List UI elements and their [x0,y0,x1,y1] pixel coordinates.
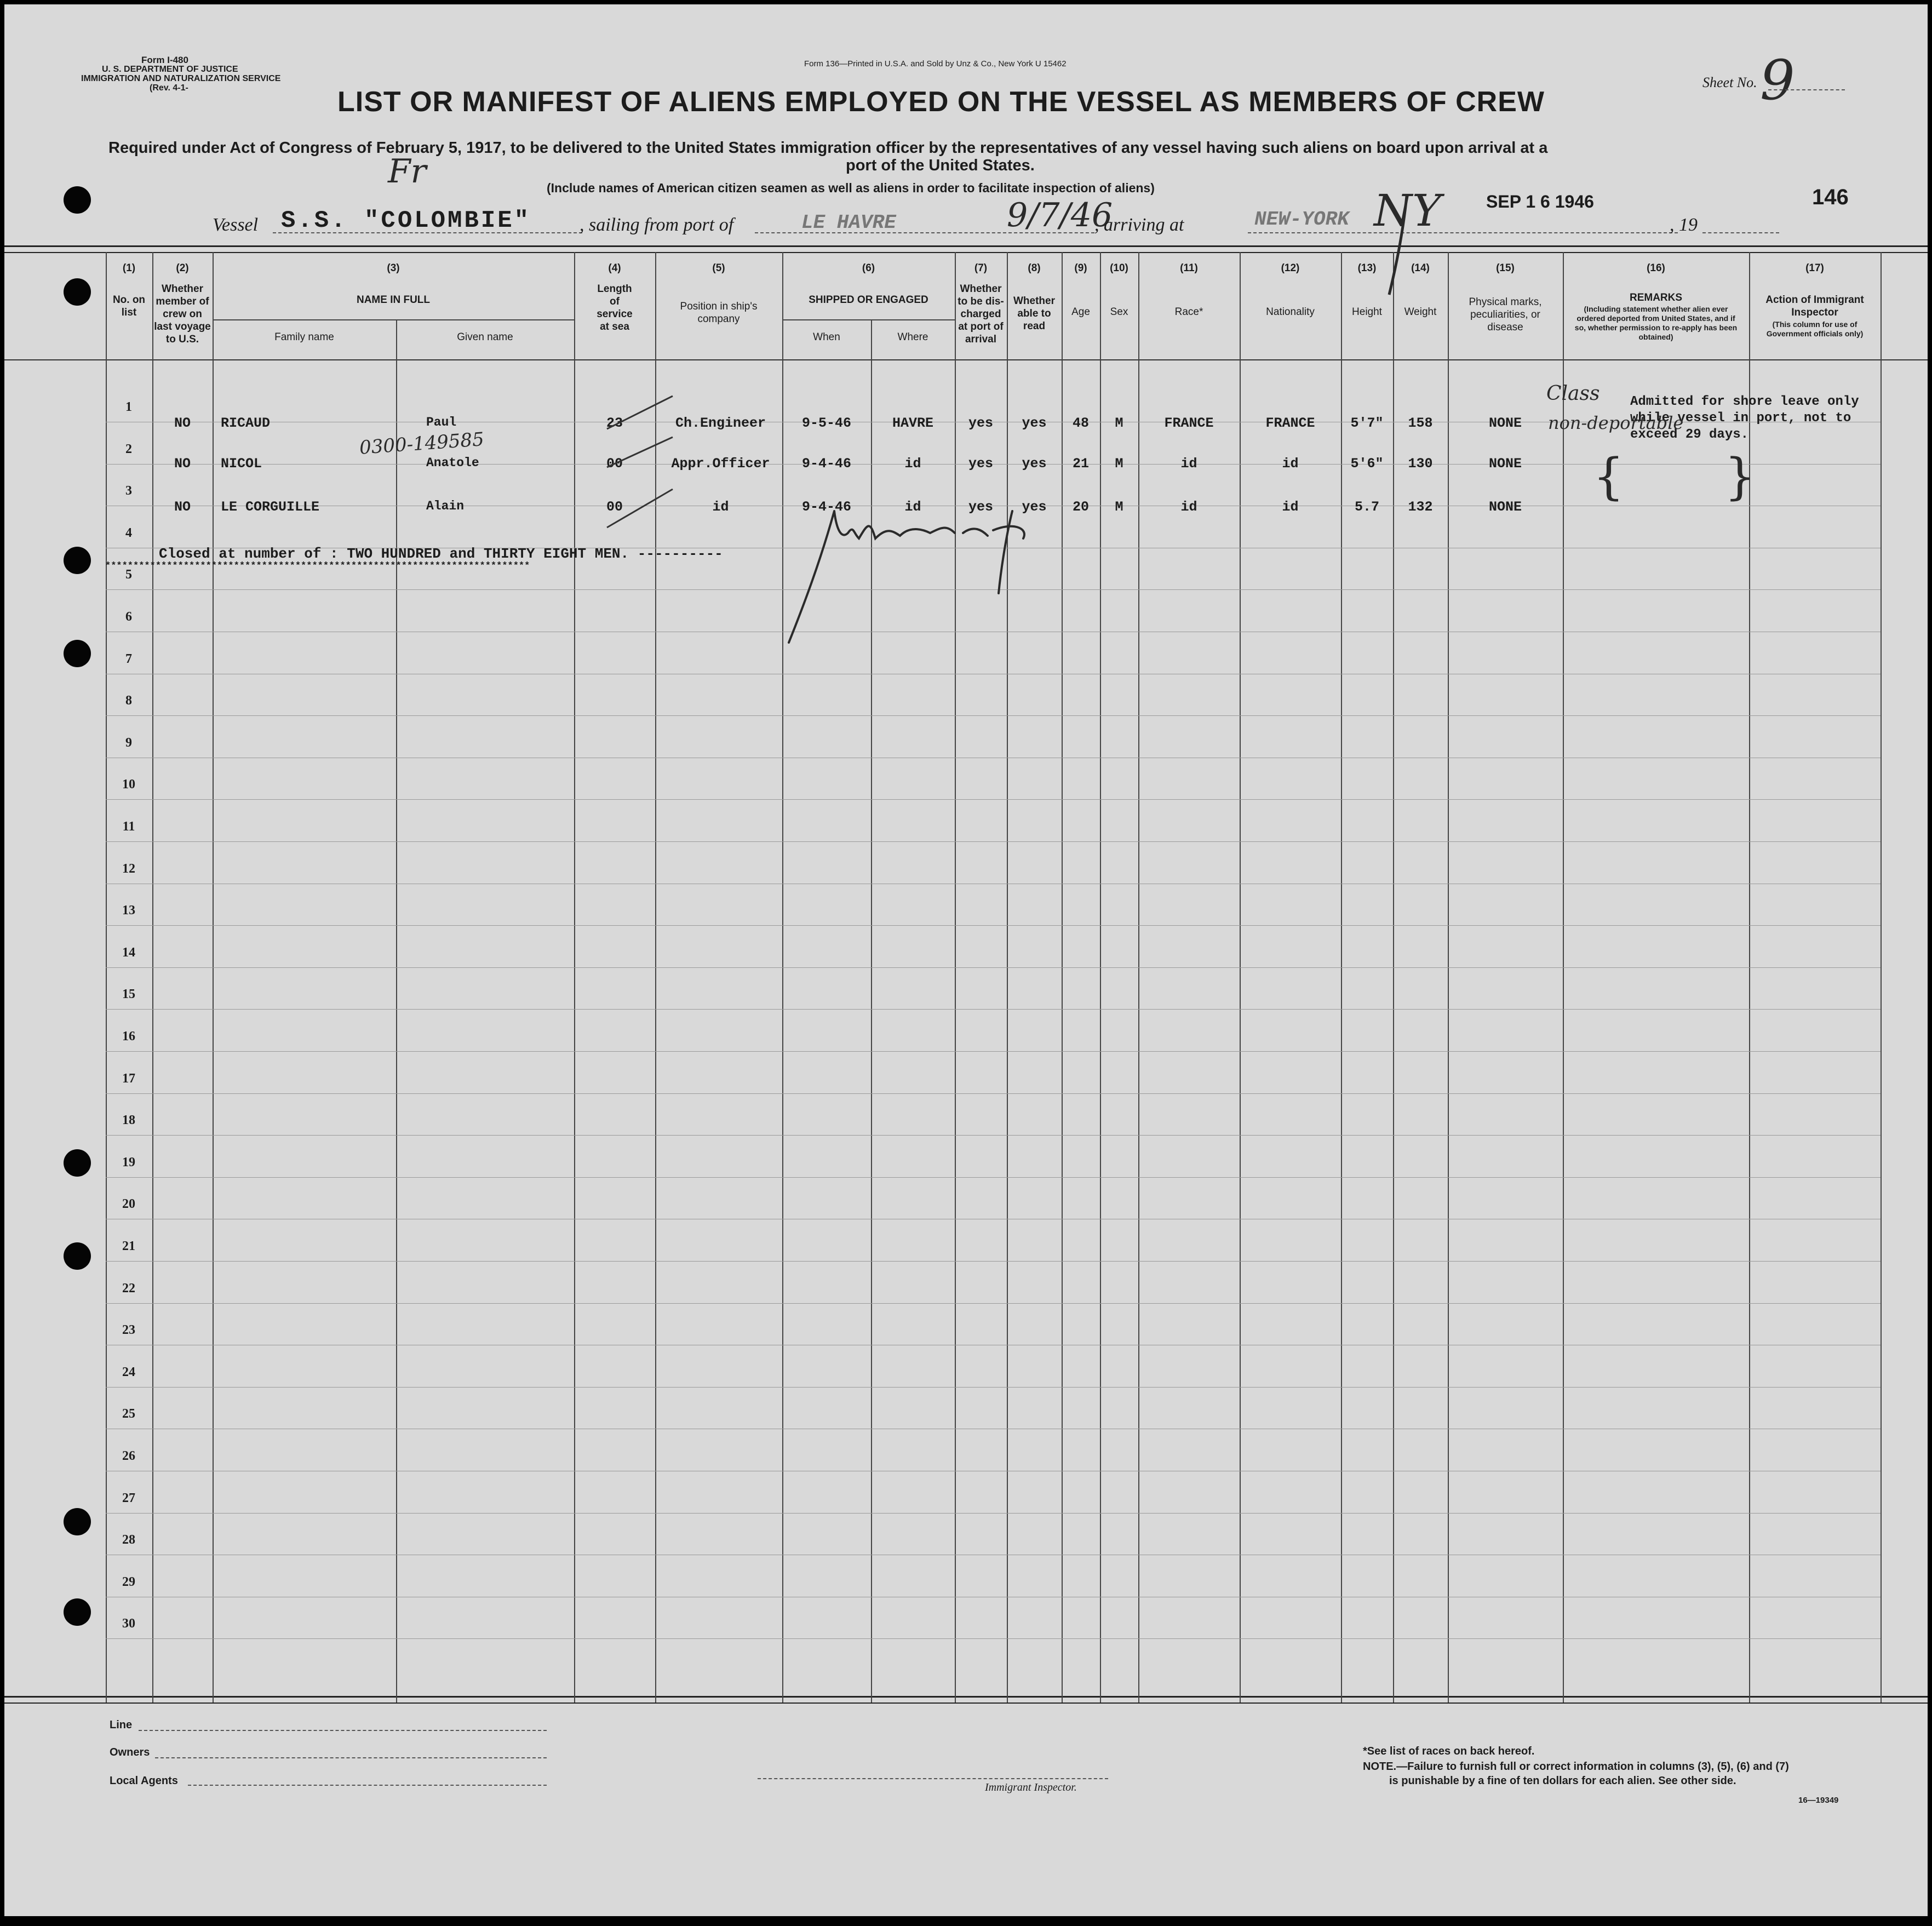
signature [782,500,1067,648]
cell-nationality: id [1282,456,1299,472]
binder-hole [64,186,91,214]
row-rule [106,841,1881,842]
cell-read: yes [1022,499,1047,515]
cell-height: 5.7 [1354,499,1379,515]
col-8-label: Whether able to read [1013,295,1055,332]
col-16-label: REMARKS [1629,292,1683,303]
col-1-num: (1) [122,262,136,274]
col-line [1881,252,1882,1703]
footer-agents-field[interactable] [188,1785,547,1786]
row-rule [106,1009,1881,1010]
col-5-label: Position in ship's company [680,301,758,325]
handwritten-fr: Fr [388,152,427,191]
row-number: 12 [122,861,135,876]
cell-age: 21 [1072,456,1089,472]
cell-service: 00 [606,499,623,515]
row-number: 8 [125,693,132,708]
row-rule [106,1387,1881,1388]
col-2-num: (2) [176,262,189,274]
row-number: 22 [122,1281,135,1296]
cell-read: yes [1022,456,1047,472]
cell-position: id [712,499,729,515]
cell-height: 5'6" [1350,456,1384,472]
row-number: 14 [122,945,135,960]
cell-last-voyage: NO [174,499,191,515]
cell-sex: M [1115,456,1123,472]
row-number: 4 [125,525,132,540]
year-underline [1702,232,1779,233]
footer-owners-field[interactable] [155,1757,547,1758]
row-number: 11 [122,819,135,834]
inspector-signature-field[interactable] [758,1778,1108,1779]
cell-weight: 132 [1408,499,1433,515]
cell-marks: NONE [1488,415,1522,431]
required-line-2: port of the United States. [846,157,1035,174]
col-13-label: Height [1352,306,1382,318]
cell-sex: M [1115,499,1123,515]
row-number: 29 [122,1574,135,1589]
row-number: 9 [125,735,132,750]
cell-age: 20 [1072,499,1089,515]
row-rule [106,1135,1881,1136]
service-strike-marks [596,391,678,538]
cell-service: 23 [606,415,623,431]
row-rule [106,1177,1881,1178]
col-16-note: (Including statement whether alien ever ordered deported from United States, and if so, whether permission to re-apply has been obtained) [1574,305,1738,341]
form-number: Form I-480 [141,55,188,65]
row-number: 15 [122,987,135,1002]
cell-marks: NONE [1488,456,1522,472]
table-top-border-2 [4,252,1928,253]
remark-brace-left: { [1593,448,1625,506]
col-14-label: Weight [1404,306,1437,318]
binder-hole [64,1598,91,1626]
col-11-num: (11) [1180,262,1198,274]
col-14-num: (14) [1411,262,1430,274]
cell-age: 48 [1072,415,1089,431]
row-rule [106,715,1881,716]
col-9-label: Age [1071,306,1090,318]
binder-hole [64,278,91,306]
row-number: 20 [122,1197,135,1212]
footer-line-label: Line [110,1719,133,1731]
col-9-num: (9) [1074,262,1087,274]
department: U. S. DEPARTMENT OF JUSTICE [102,65,238,74]
col-12-num: (12) [1281,262,1300,274]
cell-family: RICAUD [221,415,271,431]
binder-hole [64,547,91,574]
table-top-border [4,245,1928,247]
col-17-num: (17) [1805,262,1824,274]
col-17-label: Action of Immigrant Inspector [1765,294,1864,318]
cell-where: id [904,456,921,472]
row-number: 18 [122,1113,135,1128]
row-number: 27 [122,1491,135,1505]
binder-hole [64,1508,91,1535]
page-number: 146 [1812,185,1849,209]
sheet-label: Sheet No. [1702,74,1757,90]
asterisk-line: **************************************************************************** [105,561,530,571]
row-number: 21 [122,1239,135,1253]
col-6-where: Where [897,331,928,343]
cell-given: Paul [426,415,457,429]
name-subheader-line [213,319,574,320]
vessel-label: Vessel [213,215,259,235]
footer-owners-label: Owners [110,1746,150,1758]
row-rule [106,799,1881,800]
col-line [106,252,107,1703]
cell-sex: M [1115,415,1123,431]
row-rule [106,967,1881,968]
closed-statement: Closed at number of : TWO HUNDRED and THIRTY EIGHT MEN. ---------- [159,546,723,562]
cell-where: HAVRE [892,415,933,431]
cell-last-voyage: NO [174,456,191,472]
row-number: 13 [122,903,135,918]
col-6-num: (6) [862,262,875,274]
remark-handwritten-1: Class [1546,382,1600,405]
vessel-name: S.S. "COLOMBIE" [281,207,531,234]
row-number: 6 [125,610,132,624]
races-note: *See list of races on back hereof. [1363,1745,1535,1757]
col-3-num: (3) [387,262,400,274]
remark-typed-3: exceed 29 days. [1630,427,1749,442]
cell-when: 9-4-46 [801,499,851,515]
col-16-num: (16) [1647,262,1665,274]
row-number: 5 [125,568,132,582]
col-6-label: SHIPPED OR ENGAGED [809,294,928,306]
row-rule [106,1051,1881,1052]
row-number: 16 [122,1029,135,1044]
include-note: (Include names of American citizen seamen as well as aliens in order to facilitate inspection of aliens) [547,181,1155,195]
col-3-family: Family name [274,331,334,343]
port-underline [755,232,1094,233]
remark-handwritten-2: non-deportable [1548,412,1684,433]
cell-nationality: id [1282,499,1299,515]
shipped-subheader-line [782,319,955,320]
col-1-label: No. on list [112,294,146,318]
row-number: 28 [122,1533,135,1547]
binder-hole [64,1242,91,1270]
penalty-note-1: NOTE.—Failure to furnish full or correct information in columns (3), (5), (6) and (7) [1363,1761,1789,1773]
row-number: 19 [122,1155,135,1170]
cell-when: 9-5-46 [801,415,851,431]
cell-height: 5'7" [1350,415,1384,431]
cell-position: Appr.Officer [671,456,770,472]
col-15-label: Physical marks, peculiarities, or disease [1469,296,1542,333]
cell-family: NICOL [221,456,262,472]
binder-hole [64,640,91,667]
date-stamp: SEP 1 6 1946 [1486,192,1594,211]
row-rule [106,1513,1881,1514]
arrival-underline [1248,232,1678,233]
col-3-given: Given name [457,331,513,343]
cell-marks: NONE [1488,499,1522,515]
sailing-date: 9/7/46 [1007,196,1113,234]
row-number: 23 [122,1323,135,1338]
row-number: 30 [122,1617,135,1631]
cell-family: LE CORGUILLE [221,499,320,515]
inspector-label: Immigrant Inspector. [985,1781,1077,1793]
row-number: 17 [122,1071,135,1086]
row-rule [106,1638,1881,1639]
col-3-label: NAME IN FULL [356,294,431,306]
col-6-when: When [813,331,840,343]
cell-read: yes [1022,415,1047,431]
cell-position: Ch.Engineer [675,415,766,431]
cell-race: id [1180,499,1197,515]
col-line [213,252,214,1703]
col-15-num: (15) [1496,262,1515,274]
table-bottom-border [4,1696,1928,1698]
remark-typed-2: while vessel in port, not to [1630,411,1851,426]
col-8-num: (8) [1028,262,1041,274]
row-number: 3 [125,484,132,498]
penalty-note-2: is punishable by a fine of ten dollars for each alien. See other side. [1389,1775,1736,1787]
cell-race: id [1180,456,1197,472]
cell-discharged: yes [968,415,993,431]
row-rule [106,1093,1881,1094]
arrival-port-handwritten: NY [1374,185,1441,236]
col-12-label: Nationality [1266,306,1315,318]
required-line-1: Required under Act of Congress of February 5, 1917, to be delivered to the United States immigration officer by the representatives of any vessel having such aliens on board upon arrival at a [108,139,1548,157]
row-number: 10 [122,777,135,792]
handwritten-number: 0300-149585 [358,428,485,459]
revision: (Rev. 4-1- [150,83,188,93]
cell-discharged: yes [968,499,993,515]
col-13-num: (13) [1357,262,1377,274]
arrival-port: NEW-YORK [1254,208,1349,231]
cell-last-voyage: NO [174,415,191,431]
manifest-sheet [4,4,1928,1916]
binder-hole [64,1149,91,1177]
header-bottom-border [4,359,1928,360]
col-7-label: Whether to be dis-charged at port of arrival [958,283,1004,345]
row-number: 2 [125,442,132,456]
arriving-label: , arriving at [1094,215,1184,235]
cell-race: FRANCE [1164,415,1214,431]
col-17-note: (This column for use of Government officials only) [1766,320,1864,338]
footer-line-field[interactable] [139,1730,547,1731]
cell-given: Alain [426,499,465,513]
cell-service: 00 [606,456,623,472]
row-number: 1 [125,400,132,414]
col-10-num: (10) [1110,262,1128,274]
year-label: , 19 [1670,215,1698,235]
service-name: IMMIGRATION AND NATURALIZATION SERVICE [81,74,281,83]
sailing-label: , sailing from port of [580,215,734,235]
sheet-number: 9 [1760,48,1795,112]
col-5-num: (5) [712,262,725,274]
row-number: 26 [122,1449,135,1463]
row-number: 24 [122,1365,135,1379]
row-number: 7 [125,651,132,666]
footer-agents-label: Local Agents [110,1775,178,1787]
cell-weight: 158 [1408,415,1433,431]
remark-brace-right: } [1724,448,1756,506]
remark-typed-1: Admitted for shore leave only [1630,394,1859,409]
col-11-label: Race* [1174,306,1203,318]
sheet-no-line [1768,89,1845,90]
row-rule [106,1261,1881,1262]
cell-when: 9-4-46 [801,456,851,472]
cell-nationality: FRANCE [1265,415,1315,431]
vessel-underline [273,232,582,233]
row-rule [106,1303,1881,1304]
table-bottom-border-2 [4,1703,1928,1704]
row-rule [106,925,1881,926]
col-line [1563,252,1564,1703]
row-number: 25 [122,1407,135,1421]
cell-where: id [904,499,921,515]
form-code: 16—19349 [1798,1796,1839,1805]
col-7-num: (7) [974,262,988,274]
port-of-departure: LE HAVRE [801,211,896,234]
printer-line: Form 136—Printed in U.S.A. and Sold by Unz & Co., New York U 15462 [804,59,1067,68]
height-strike-mark [1385,191,1418,300]
cell-given: Anatole [426,456,479,470]
col-line [396,319,397,1703]
col-4-num: (4) [608,262,621,274]
col-2-label: Whether member of crew on last voyage to U.S. [154,283,211,345]
cell-weight: 130 [1408,456,1433,472]
col-10-label: Sex [1110,306,1128,318]
form-title: LIST OR MANIFEST OF ALIENS EMPLOYED ON THE VESSEL AS MEMBERS OF CREW [337,86,1545,118]
col-4-label: Length of service at sea [597,283,633,333]
cell-discharged: yes [968,456,993,472]
